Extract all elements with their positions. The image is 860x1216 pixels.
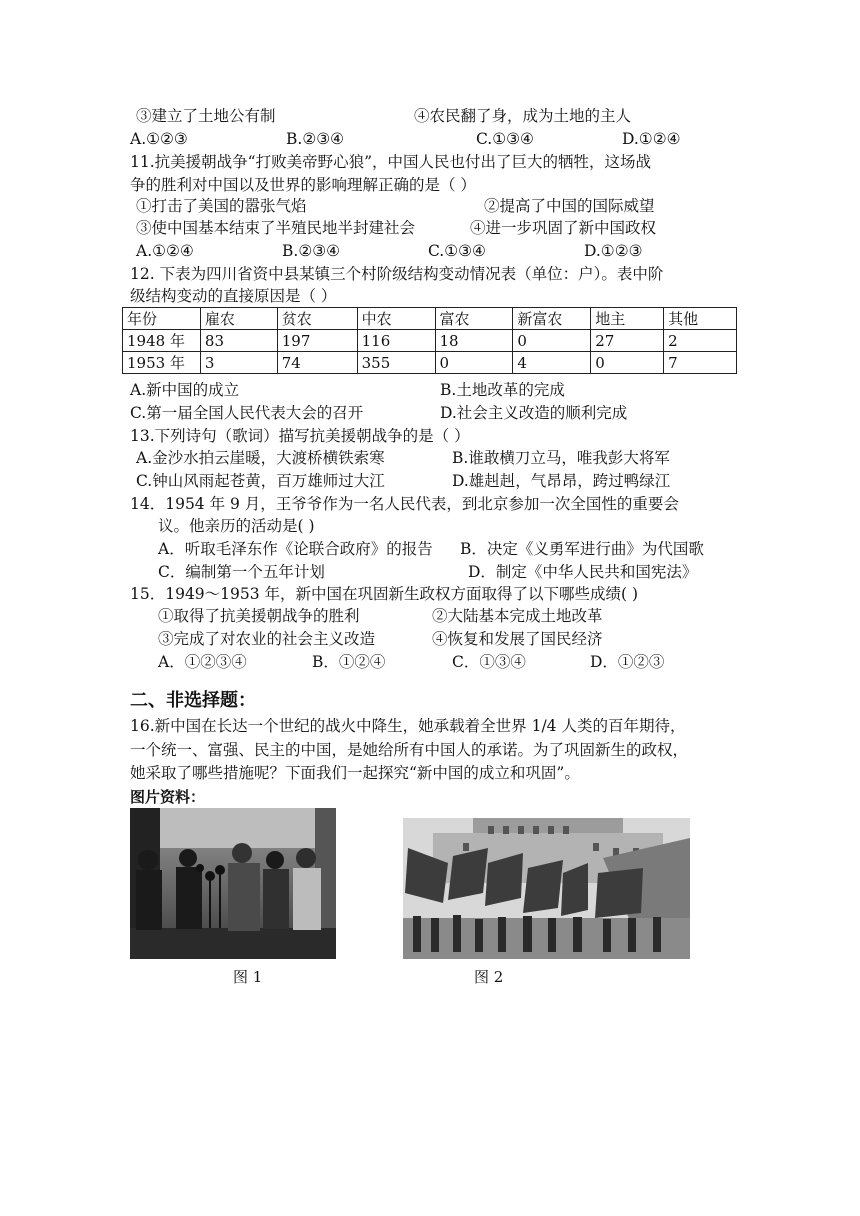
q15-choice-b: B．①②④ xyxy=(312,653,386,671)
table-header-row xyxy=(123,308,737,330)
q15-option-2: ②大陆基本完成土地改革 xyxy=(432,607,603,625)
figure-2-photo xyxy=(403,818,690,959)
table-header-cell: 中农 xyxy=(357,308,435,330)
q11-stem-line1: 11.抗美援朝战争“打败美帝野心狼”，中国人民也付出了巨大的牺牲，这场战 xyxy=(130,153,652,171)
q11-option-2: ②提高了中国的国际威望 xyxy=(484,197,655,215)
q10-choice-a: A.①②③ xyxy=(130,130,188,148)
table-cell: 83 xyxy=(200,330,277,352)
q12-stem-line1: 12. 下表为四川省资中县某镇三个村阶级结构变动情况表（单位：户）。表中阶 xyxy=(130,265,664,283)
table-cell: 7 xyxy=(664,352,737,374)
table-cell: 3 xyxy=(200,352,277,374)
q16-intro-line1: 16.新中国在长达一个世纪的战火中降生，她承载着全世界 1/4 人类的百年期待， xyxy=(130,717,686,735)
table-cell: 197 xyxy=(277,330,357,352)
table-row xyxy=(123,330,737,352)
table-header-cell: 地主 xyxy=(591,308,664,330)
q13-stem: 13.下列诗句（歌词）描写抗美援朝战争的是（ ） xyxy=(130,427,470,445)
q12-option-c: C.第一届全国人民代表大会的召开 xyxy=(130,404,364,422)
class-structure-table xyxy=(122,307,737,374)
q11-option-1: ①打击了美国的嚣张气焰 xyxy=(136,197,307,215)
material-label: 图片资料： xyxy=(130,788,206,806)
figure-1-caption: 图 1 xyxy=(233,968,263,986)
table-cell: 0 xyxy=(591,352,664,374)
q15-choice-d: D．①②③ xyxy=(590,653,665,671)
table-cell: 1948 年 xyxy=(123,330,201,352)
q15-choice-c: C．①③④ xyxy=(452,653,526,671)
table-header-cell: 新富农 xyxy=(513,308,591,330)
table-cell: 116 xyxy=(357,330,435,352)
q15-stem: 15．1949～1953 年，新中国在巩固新生政权方面取得了以下哪些成绩( ) xyxy=(130,585,639,603)
q15-option-1: ①取得了抗美援朝战争的胜利 xyxy=(158,607,360,625)
q14-stem-line2: 议。他亲历的活动是( ) xyxy=(158,517,315,535)
q10-choice-c: C.①③④ xyxy=(476,130,534,148)
q11-option-3: ③使中国基本结束了半殖民地半封建社会 xyxy=(136,219,416,237)
q16-intro-line2: 一个统一、富强、民主的中国，是她给所有中国人的承诺。为了巩固新生的政权， xyxy=(130,741,689,759)
q11-choice-d: D.①②③ xyxy=(584,242,643,260)
q11-option-4: ④进一步巩固了新中国政权 xyxy=(470,219,657,237)
q13-option-d: D.雄赳赳，气昂昂，跨过鸭绿江 xyxy=(452,472,671,490)
q13-option-b: B.谁敢横刀立马，唯我彭大将军 xyxy=(452,449,670,467)
table-cell: 0 xyxy=(435,352,513,374)
q11-choice-a: A.①②④ xyxy=(136,242,194,260)
q15-choice-a: A．①②③④ xyxy=(158,653,247,671)
q10-choice-b: B.②③④ xyxy=(286,130,345,148)
table-cell: 0 xyxy=(513,330,591,352)
q11-choice-b: B.②③④ xyxy=(282,242,341,260)
q14-option-b: B．决定《义勇军进行曲》为代国歌 xyxy=(460,540,704,558)
table-cell: 18 xyxy=(435,330,513,352)
table-header-cell: 其他 xyxy=(664,308,737,330)
q14-option-c: C．编制第一个五年计划 xyxy=(158,563,325,581)
q12-option-d: D.社会主义改造的顺利完成 xyxy=(440,404,628,422)
q11-stem-line2: 争的胜利对中国以及世界的影响理解正确的是（ ） xyxy=(130,176,476,194)
table-header-cell: 富农 xyxy=(435,308,513,330)
q16-intro-line3: 她采取了哪些措施呢？下面我们一起探究“新中国的成立和巩固”。 xyxy=(130,764,580,782)
q15-option-4: ④恢复和发展了国民经济 xyxy=(432,630,603,648)
q13-option-c: C.钟山风雨起苍黄，百万雄师过大江 xyxy=(136,472,385,490)
q14-option-a: A．听取毛泽东作《论联合政府》的报告 xyxy=(158,540,433,558)
section-heading: 二、非选择题： xyxy=(130,690,256,711)
q12-option-a: A.新中国的成立 xyxy=(130,381,240,399)
table-header-cell: 年份 xyxy=(123,308,201,330)
table-cell: 27 xyxy=(591,330,664,352)
q11-choice-c: C.①③④ xyxy=(428,242,486,260)
q14-option-d: D．制定《中华人民共和国宪法》 xyxy=(468,563,698,581)
q13-option-a: A.金沙水拍云崖暖，大渡桥横铁索寒 xyxy=(136,449,385,467)
table-cell: 1953 年 xyxy=(123,352,201,374)
figure-1-photo xyxy=(130,808,336,959)
q15-option-3: ③完成了对农业的社会主义改造 xyxy=(158,630,376,648)
q12-option-b: B.土地改革的完成 xyxy=(440,381,565,399)
figure-2-caption: 图 2 xyxy=(474,968,504,986)
q10-choice-d: D.①②④ xyxy=(622,130,681,148)
table-cell: 74 xyxy=(277,352,357,374)
table-cell: 4 xyxy=(513,352,591,374)
q10-option-3: ③建立了土地公有制 xyxy=(136,107,276,125)
table-cell: 355 xyxy=(357,352,435,374)
q10-option-4: ④农民翻了身，成为土地的主人 xyxy=(414,107,632,125)
table-row xyxy=(123,352,737,374)
q12-stem-line2: 级结构变动的直接原因是（ ） xyxy=(130,287,337,305)
table-header-cell: 贫农 xyxy=(277,308,357,330)
q14-stem-line1: 14．1954 年 9 月，王爷爷作为一名人民代表，到北京参加一次全国性的重要会 xyxy=(130,495,679,513)
table-cell: 2 xyxy=(664,330,737,352)
table-header-cell: 雇农 xyxy=(200,308,277,330)
